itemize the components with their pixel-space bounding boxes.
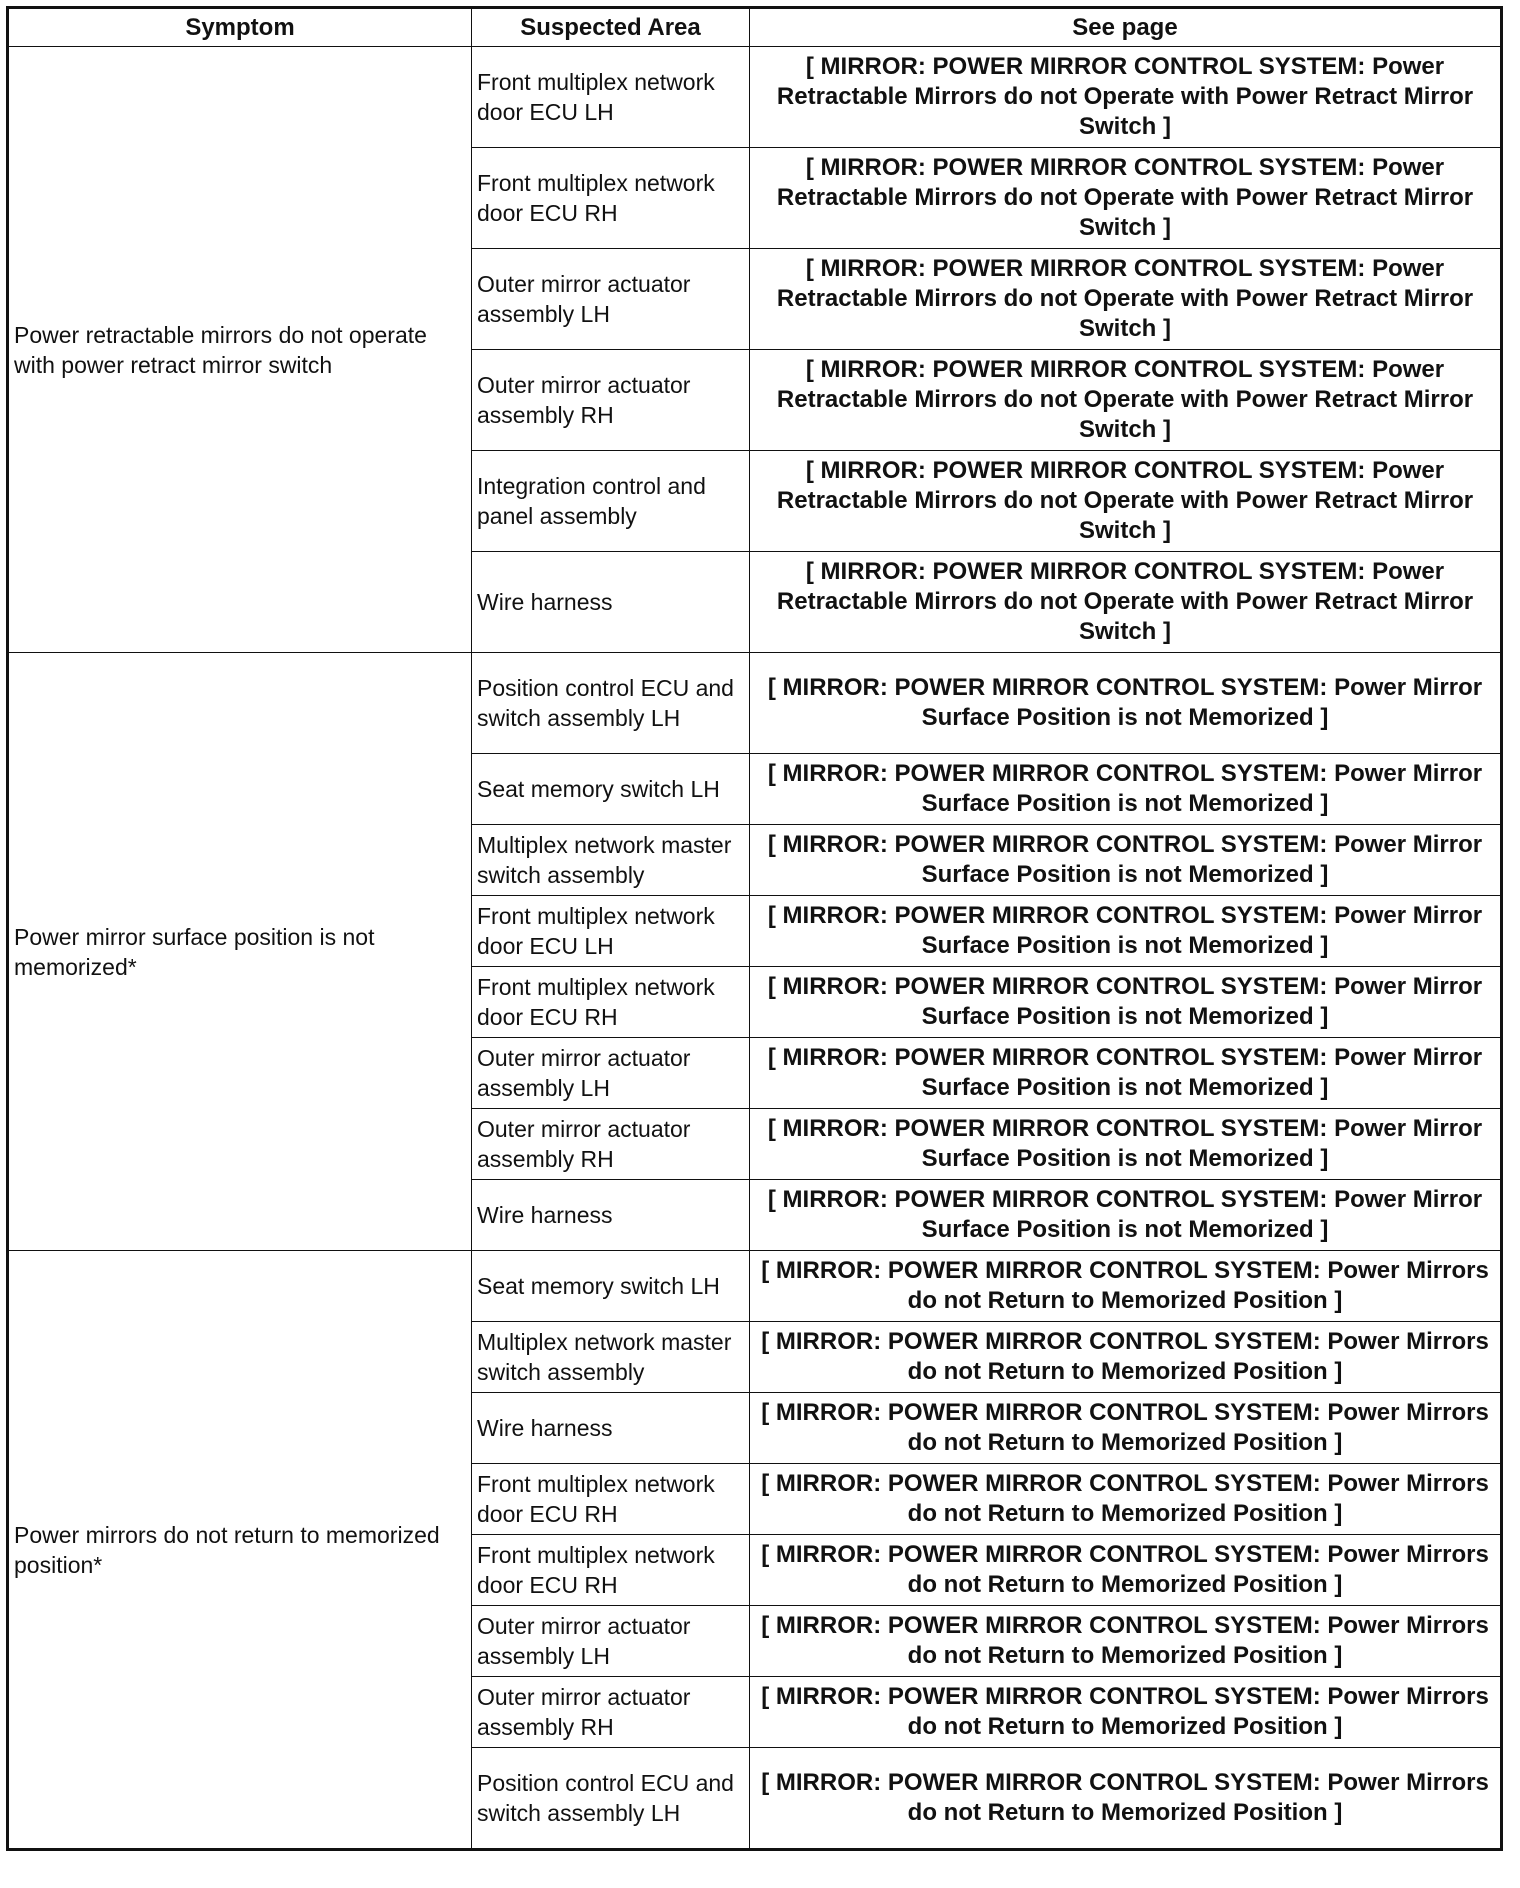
symptom-group-memorize <box>8 653 1502 1251</box>
see-page-link[interactable]: [ MIRROR: POWER MIRROR CONTROL SYSTEM: Power Retractable Mirrors do not Operate with Power Retract Mirror Switch ] <box>750 451 1502 552</box>
see-page-link[interactable]: [ MIRROR: POWER MIRROR CONTROL SYSTEM: Power Retractable Mirrors do not Operate with Power Retract Mirror Switch ] <box>750 350 1502 451</box>
suspected-area-cell: Front multiplex network door ECU RH <box>472 148 750 249</box>
see-page-link[interactable]: [ MIRROR: POWER MIRROR CONTROL SYSTEM: Power Retractable Mirrors do not Operate with Power Retract Mirror Switch ] <box>750 148 1502 249</box>
suspected-area-cell: Wire harness <box>472 552 750 653</box>
suspected-area-cell: Outer mirror actuator assembly RH <box>472 350 750 451</box>
see-page-link[interactable]: [ MIRROR: POWER MIRROR CONTROL SYSTEM: Power Mirrors do not Return to Memorized Position ] <box>750 1393 1502 1464</box>
header-row <box>8 8 1502 47</box>
suspected-area-cell: Outer mirror actuator assembly LH <box>472 1038 750 1109</box>
suspected-area-cell: Wire harness <box>472 1393 750 1464</box>
header-see-page: See page <box>750 8 1502 47</box>
suspected-area-cell: Multiplex network master switch assembly <box>472 825 750 896</box>
see-page-link[interactable]: [ MIRROR: POWER MIRROR CONTROL SYSTEM: Power Mirrors do not Return to Memorized Position ] <box>750 1535 1502 1606</box>
see-page-link[interactable]: [ MIRROR: POWER MIRROR CONTROL SYSTEM: Power Retractable Mirrors do not Operate with Power Retract Mirror Switch ] <box>750 249 1502 350</box>
suspected-area-cell: Front multiplex network door ECU RH <box>472 1464 750 1535</box>
see-page-link[interactable]: [ MIRROR: POWER MIRROR CONTROL SYSTEM: Power Mirror Surface Position is not Memorized ] <box>750 1038 1502 1109</box>
symptom-group-return <box>8 1251 1502 1850</box>
table-row <box>8 653 1502 754</box>
troubleshooting-table <box>6 6 1503 1851</box>
suspected-area-cell: Front multiplex network door ECU RH <box>472 967 750 1038</box>
see-page-link[interactable]: [ MIRROR: POWER MIRROR CONTROL SYSTEM: Power Mirror Surface Position is not Memorized ] <box>750 1180 1502 1251</box>
symptom-group-retract <box>8 47 1502 653</box>
see-page-link[interactable]: [ MIRROR: POWER MIRROR CONTROL SYSTEM: Power Retractable Mirrors do not Operate with Power Retract Mirror Switch ] <box>750 552 1502 653</box>
see-page-link[interactable]: [ MIRROR: POWER MIRROR CONTROL SYSTEM: Power Mirror Surface Position is not Memorized ] <box>750 967 1502 1038</box>
suspected-area-cell: Wire harness <box>472 1180 750 1251</box>
table-row <box>8 47 1502 148</box>
see-page-link[interactable]: [ MIRROR: POWER MIRROR CONTROL SYSTEM: Power Mirror Surface Position is not Memorized ] <box>750 1109 1502 1180</box>
symptom-cell: Power retractable mirrors do not operate with power retract mirror switch <box>8 47 472 653</box>
see-page-link[interactable]: [ MIRROR: POWER MIRROR CONTROL SYSTEM: Power Mirror Surface Position is not Memorized ] <box>750 896 1502 967</box>
suspected-area-cell: Outer mirror actuator assembly RH <box>472 1677 750 1748</box>
symptom-cell: Power mirror surface position is not memorized* <box>8 653 472 1251</box>
symptom-cell: Power mirrors do not return to memorized position* <box>8 1251 472 1850</box>
see-page-link[interactable]: [ MIRROR: POWER MIRROR CONTROL SYSTEM: Power Mirror Surface Position is not Memorized ] <box>750 825 1502 896</box>
suspected-area-cell: Front multiplex network door ECU RH <box>472 1535 750 1606</box>
see-page-link[interactable]: [ MIRROR: POWER MIRROR CONTROL SYSTEM: Power Mirrors do not Return to Memorized Position ] <box>750 1748 1502 1850</box>
suspected-area-cell: Front multiplex network door ECU LH <box>472 896 750 967</box>
suspected-area-cell: Front multiplex network door ECU LH <box>472 47 750 148</box>
see-page-link[interactable]: [ MIRROR: POWER MIRROR CONTROL SYSTEM: Power Mirrors do not Return to Memorized Position ] <box>750 1251 1502 1322</box>
suspected-area-cell: Seat memory switch LH <box>472 1251 750 1322</box>
see-page-link[interactable]: [ MIRROR: POWER MIRROR CONTROL SYSTEM: Power Mirror Surface Position is not Memorized ] <box>750 754 1502 825</box>
suspected-area-cell: Multiplex network master switch assembly <box>472 1322 750 1393</box>
header-symptom: Symptom <box>8 8 472 47</box>
see-page-link[interactable]: [ MIRROR: POWER MIRROR CONTROL SYSTEM: Power Mirrors do not Return to Memorized Position ] <box>750 1464 1502 1535</box>
suspected-area-cell: Outer mirror actuator assembly LH <box>472 249 750 350</box>
suspected-area-cell: Outer mirror actuator assembly LH <box>472 1606 750 1677</box>
see-page-link[interactable]: [ MIRROR: POWER MIRROR CONTROL SYSTEM: Power Mirrors do not Return to Memorized Position ] <box>750 1322 1502 1393</box>
see-page-link[interactable]: [ MIRROR: POWER MIRROR CONTROL SYSTEM: Power Retractable Mirrors do not Operate with Power Retract Mirror Switch ] <box>750 47 1502 148</box>
table-row <box>8 1251 1502 1322</box>
suspected-area-cell: Integration control and panel assembly <box>472 451 750 552</box>
see-page-link[interactable]: [ MIRROR: POWER MIRROR CONTROL SYSTEM: Power Mirror Surface Position is not Memorized ] <box>750 653 1502 754</box>
suspected-area-cell: Outer mirror actuator assembly RH <box>472 1109 750 1180</box>
suspected-area-cell: Position control ECU and switch assembly LH <box>472 1748 750 1850</box>
see-page-link[interactable]: [ MIRROR: POWER MIRROR CONTROL SYSTEM: Power Mirrors do not Return to Memorized Position ] <box>750 1677 1502 1748</box>
header-suspected-area: Suspected Area <box>472 8 750 47</box>
suspected-area-cell: Position control ECU and switch assembly LH <box>472 653 750 754</box>
see-page-link[interactable]: [ MIRROR: POWER MIRROR CONTROL SYSTEM: Power Mirrors do not Return to Memorized Position ] <box>750 1606 1502 1677</box>
suspected-area-cell: Seat memory switch LH <box>472 754 750 825</box>
